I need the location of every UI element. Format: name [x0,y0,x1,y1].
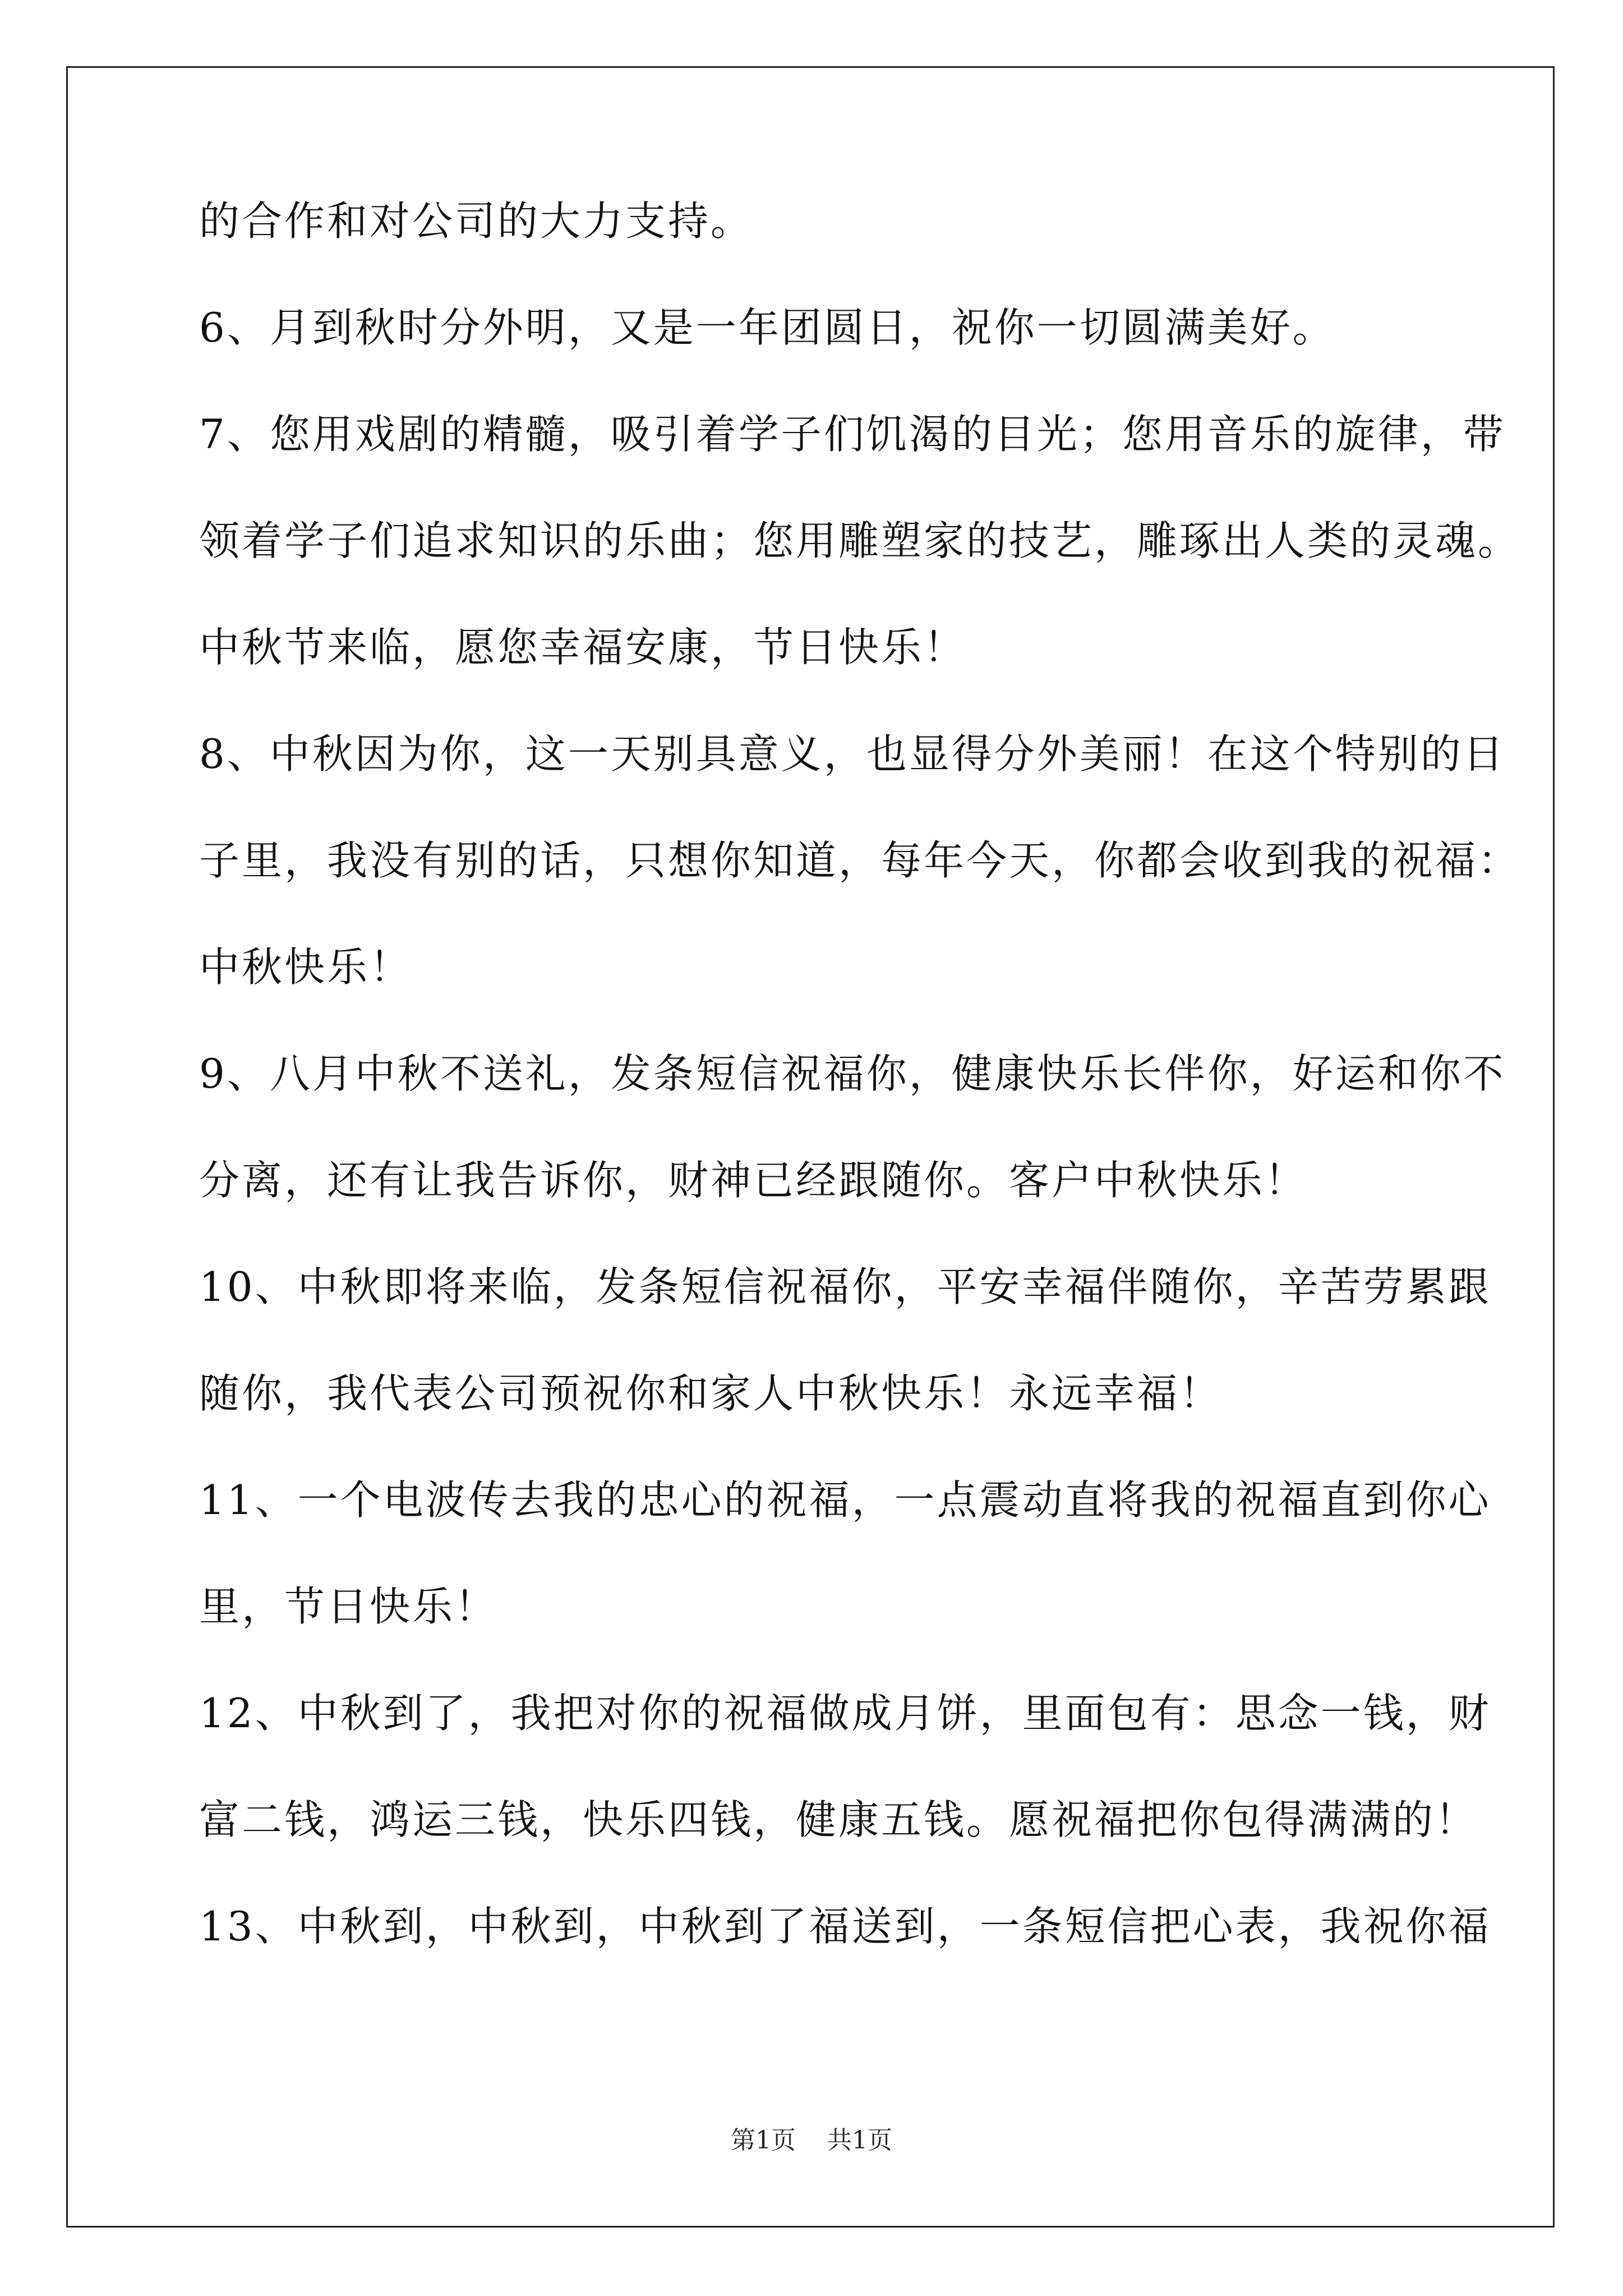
text-line: 6、月到秋时分外明，又是一年团圆日，祝你一切圆满美好。 [199,304,1335,351]
text-line: 的合作和对公司的大力支持。 [199,197,754,245]
text-line: 8、中秋因为你，这一天别具意义，也显得分外美丽！在这个特别的日 [199,730,1506,777]
page-current-label: 第1页 [731,2126,796,2155]
page-total-label: 共1页 [827,2126,892,2155]
document-body [199,197,1521,2013]
text-line: 7、您用戏剧的精髓，吸引着学子们饥渴的目光；您用音乐的旋律，带 [199,411,1506,458]
text-line: 分离，还有让我告诉你，财神已经跟随你。客户中秋快乐！ [199,1157,1308,1204]
text-line: 13、中秋到，中秋到，中秋到了福送到，一条短信把心表，我祝你福 [199,1903,1491,1950]
text-line: 中秋节来临，愿您幸福安康，节日快乐！ [199,624,967,671]
text-line: 12、中秋到了，我把对你的祝福做成月饼，里面包有：思念一钱，财 [199,1690,1491,1737]
page-footer [0,2128,1623,2153]
text-line: 11、一个电波传去我的忠心的祝福，一点震动直将我的祝福直到你心 [199,1476,1491,1524]
text-line: 富二钱，鸿运三钱，快乐四钱，健康五钱。愿祝福把你包得满满的！ [199,1796,1478,1843]
text-line: 中秋快乐！ [199,944,413,991]
text-line: 子里，我没有别的话，只想你知道，每年今天，你都会收到我的祝福： [199,837,1521,884]
text-line: 里，节日快乐！ [199,1583,498,1630]
text-line: 9、八月中秋不送礼，发条短信祝福你，健康快乐长伴你，好运和你不 [199,1050,1506,1097]
text-line: 领着学子们追求知识的乐曲；您用雕塑家的技艺，雕琢出人类的灵魂。 [199,517,1521,564]
text-line: 10、中秋即将来临，发条短信祝福你，平安幸福伴随你，辛苦劳累跟 [199,1263,1491,1310]
text-line: 随你，我代表公司预祝你和家人中秋快乐！永远幸福！ [199,1370,1223,1417]
